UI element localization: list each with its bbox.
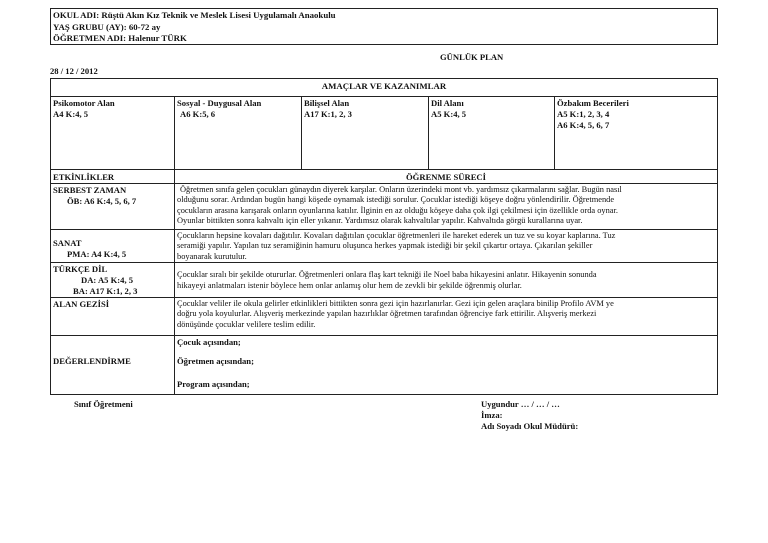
- area-name: Özbakım Becerileri: [557, 98, 629, 108]
- plan-title: GÜNLÜK PLAN: [440, 52, 504, 62]
- approval-date: Uygundur … / … / …: [481, 399, 560, 409]
- teacher-name: ÖĞRETMEN ADI: Halenur TÜRK: [53, 33, 187, 43]
- area-name: Psikomotor Alan: [53, 98, 115, 108]
- age-group: YAŞ GRUBU (AY): 60-72 ay: [53, 21, 161, 32]
- process-line: hikayeyi anlatmaları istenir böylece hem onlar anlamış olur hem de zevkli bir şekilde öğrenmiş olurlar.: [177, 280, 522, 290]
- principal-label: Adı Soyadı Okul Müdürü:: [481, 421, 579, 431]
- header-box: [50, 8, 718, 45]
- activity-title: SANAT: [53, 238, 82, 248]
- process-line: Oyunlar bittikten sonra kahvaltı için eller yıkanır. Yardımsız olarak kahvaltılar yapılır. Kahvaltıda görgü kurallarına uyar.: [177, 216, 583, 226]
- art-process: [175, 230, 717, 264]
- class-teacher-label: Sınıf Öğretmeni: [74, 399, 133, 409]
- process-line: olduğunu sorar. Ardından bugün hangi köşede oynamak istediği sorulur. Çocuklar istediği köşeye doğru yönlendirilir. Öğretmende: [177, 195, 615, 205]
- evaluation-child: Çocuk açısından;: [177, 337, 241, 347]
- plan-table: [50, 78, 718, 395]
- area-cognitive: [302, 97, 428, 121]
- area-language: [429, 97, 554, 121]
- activity-code: DA: A5 K:4, 5: [81, 275, 134, 285]
- school-name: OKUL ADI: Rüştü Akın Kız Teknik ve Meslek Lisesi Uygulamalı Anaokulu: [53, 10, 336, 20]
- activity-title: SERBEST ZAMAN: [53, 185, 127, 195]
- area-value: A17 K:1, 2, 3: [304, 109, 352, 119]
- activity-code: PMA: A4 K:4, 5: [67, 249, 127, 259]
- area-name: Bilişsel Alan: [304, 98, 350, 108]
- area-value: A4 K:4, 5: [53, 109, 89, 119]
- art-activity: [51, 237, 174, 261]
- area-value: A6 K:5, 6: [180, 109, 216, 119]
- process-line: Öğretmen sınıfa gelen çocukları günaydın diyerek karşılar. Onların üzerindeki mont vb. yardımsız çıkarmalarını sağlar. Bugün nasıl: [180, 184, 622, 194]
- process-line: Çocuklar sıralı bir şekilde otururlar. Öğretmenleri onlara flaş kart tekniği ile Noel baba hikayesini anlatır. Hikayenin sonunda: [177, 270, 597, 279]
- approval-block: [479, 398, 709, 433]
- turkish-activity: [51, 263, 174, 298]
- activities-header: ETKİNLİKLER: [53, 172, 115, 182]
- activity-code: BA: A17 K:1, 2, 3: [73, 286, 138, 296]
- free-time-process: [175, 184, 717, 228]
- evaluation-title: DEĞERLENDİRME: [53, 356, 131, 366]
- process-line: boyanarak kurutulur.: [177, 251, 247, 261]
- evaluation-teacher: Öğretmen açısından;: [177, 356, 254, 366]
- field-trip-process: [175, 298, 717, 332]
- plan-date: 28 / 12 / 2012: [50, 66, 98, 76]
- process-line: dönüşünde çocuklar velilere teslim edilir.: [177, 319, 316, 329]
- evaluation-program: Program açısından;: [177, 379, 250, 389]
- activity-title: TÜRKÇE DİL: [53, 264, 108, 274]
- free-time-activity: [51, 184, 174, 208]
- process-line: seramiği yapılır. Yapılan tuz seramiğinin hamuru oluşunca herkes yapmak istediği bir şekil çıkartır ortaya. Çıkarılan şekiller: [177, 241, 593, 251]
- process-line: doğru yola koyulurlar. Alışveriş merkezinde yapılan hazırlıklar öğretmen tarafından öğrenciye fark ettirilir. Alışveriş merkezi: [177, 309, 597, 319]
- activity-code: ÖB: A6 K:4, 5, 6, 7: [67, 196, 137, 206]
- process-line: çocukların arasına karışarak onların oyunlarına katılır. İlginin en az olduğu köşeye daha çok ilgi çekilmesi için özellikle orda oynar.: [177, 205, 618, 215]
- objectives-title: AMAÇLAR VE KAZANIMLAR: [321, 81, 447, 91]
- process-line: Çocuklar veliler ile okula gelirler etkinlikleri bittikten sonra gezi için hazırlanırlar. Gezi için gelen araçlara binilip Profilo AVM ye: [177, 298, 614, 308]
- process-line: Çocukların hepsine kovaları dağıtılır. Kovaları dağıtılan çocuklar öğretmenleri ile hareket ederek un tuz ve su koyar kaplarına. Tuz: [177, 230, 616, 240]
- area-psychomotor: [51, 97, 174, 121]
- signature-label: İmza:: [481, 410, 503, 420]
- area-self-care: [555, 97, 717, 132]
- area-value: A5 K:1, 2, 3, 4: [557, 109, 610, 119]
- area-social-emotional: [175, 97, 301, 121]
- process-header: ÖĞRENME SÜRECİ: [406, 172, 486, 182]
- field-trip-activity: ALAN GEZİSİ: [53, 299, 110, 309]
- area-name: Dil Alanı: [431, 98, 464, 108]
- area-name: Sosyal - Duygusal Alan: [177, 98, 262, 108]
- area-value: A5 K:4, 5: [431, 109, 467, 119]
- area-value-2: A6 K:4, 5, 6, 7: [557, 120, 610, 130]
- turkish-process: [175, 269, 717, 292]
